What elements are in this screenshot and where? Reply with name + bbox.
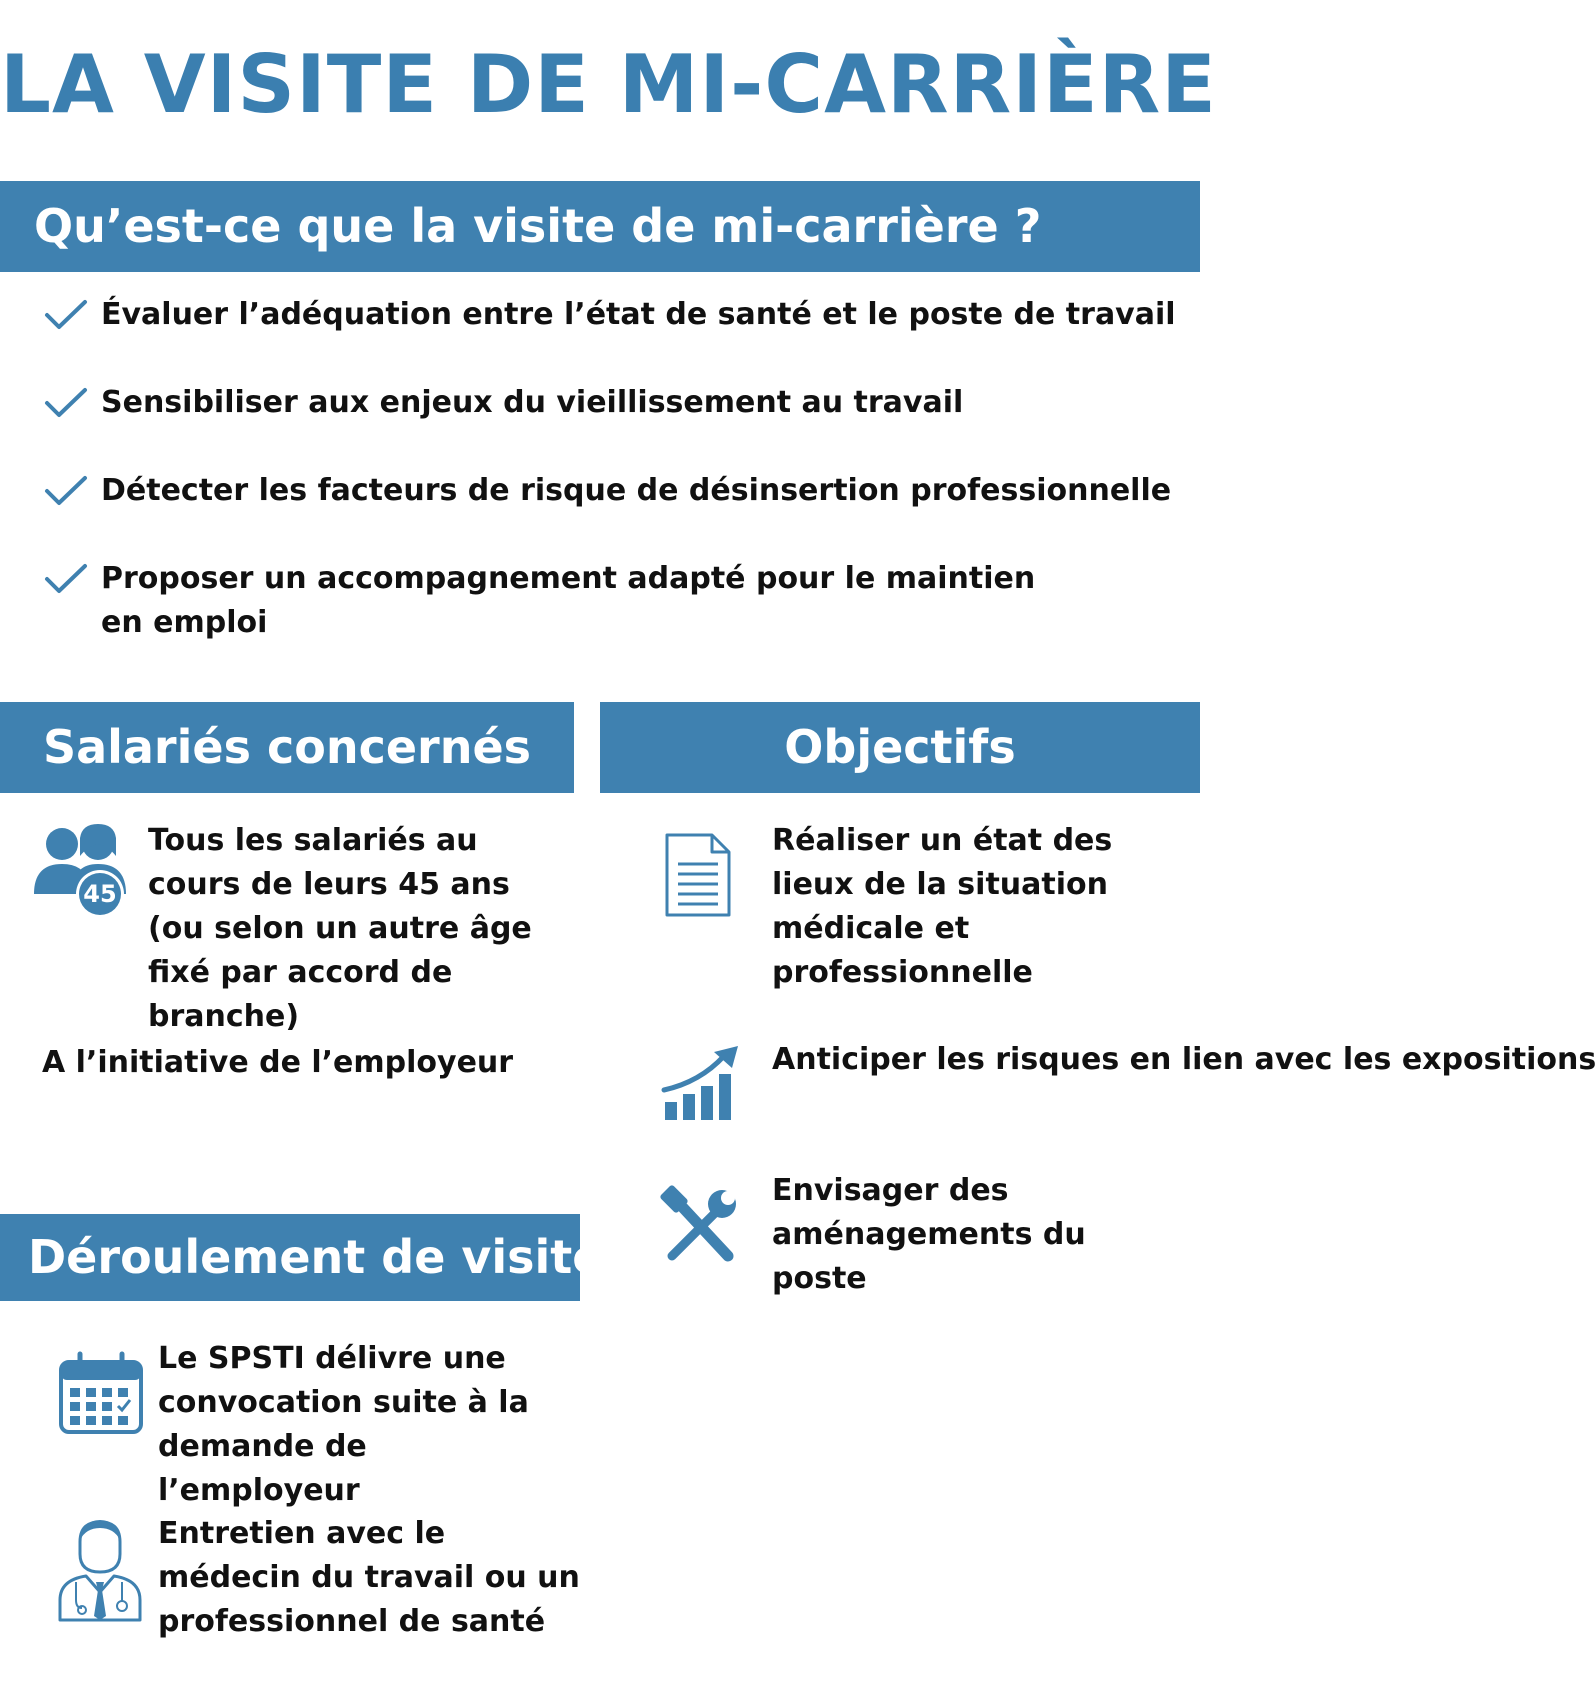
check-icon [44, 386, 88, 420]
document-icon [664, 832, 732, 918]
people-45-icon [32, 822, 130, 922]
doctor-icon [56, 1520, 144, 1622]
salaries-initiative: A l’initiative de l’employeur [42, 1045, 514, 1080]
what-item-1: Évaluer l’adéquation entre l’état de santé et le poste de travail [101, 297, 1176, 332]
page-title: LA VISITE DE MI-CARRIÈRE [0, 38, 1217, 131]
what-item-4: Proposer un accompagnement adapté pour le maintien en emploi [101, 561, 1036, 640]
what-item-3: Détecter les facteurs de risque de désinsertion professionnelle [101, 473, 1172, 508]
deroulement-step-1: Le SPSTI délivre une convocation suite à la demande de l’employeur [158, 1341, 529, 1508]
check-icon [44, 298, 88, 332]
tools-icon [660, 1188, 738, 1266]
age-badge: 45 [83, 880, 117, 908]
objectif-3: Envisager des aménagements du poste [772, 1173, 1086, 1296]
what-item-2: Sensibiliser aux enjeux du vieillissement au travail [101, 385, 964, 420]
deroulement-heading: Déroulement de visite [0, 1214, 580, 1301]
salaries-heading: Salariés concernés [0, 702, 574, 793]
what-heading: Qu’est-ce que la visite de mi-carrière ? [0, 181, 1200, 272]
salaries-description: Tous les salariés au cours de leurs 45 ans (ou selon un autre âge fixé par accord de branche) [148, 823, 532, 1034]
growth-chart-icon [662, 1044, 742, 1124]
check-icon [44, 474, 88, 508]
objectif-2: Anticiper les risques en lien avec les expositions [772, 1042, 1596, 1077]
calendar-icon [58, 1352, 144, 1436]
objectif-1: Réaliser un état des lieux de la situation médicale et professionnelle [772, 823, 1113, 990]
deroulement-step-2: Entretien avec le médecin du travail ou un professionnel de santé [158, 1516, 580, 1639]
check-icon [44, 562, 88, 596]
objectifs-heading: Objectifs [600, 702, 1200, 793]
